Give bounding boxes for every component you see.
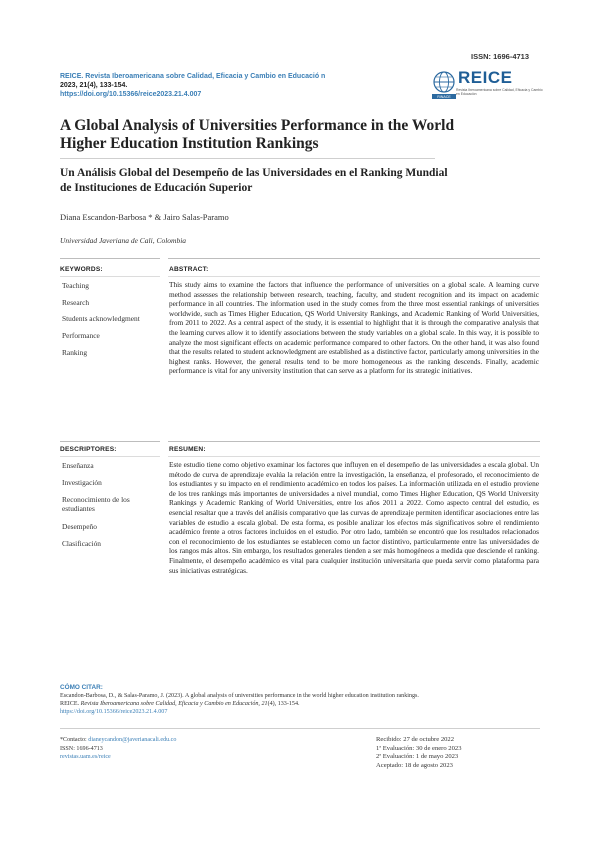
keywords-top-rule [60, 258, 160, 259]
citation-line: Escandon-Barbosa, D., & Salas-Paramo, J. (2023). A global analysis of universities performance in the world higher education institution rankings. [60, 693, 419, 699]
keyword-item: Teaching [62, 281, 89, 290]
contact-line [60, 736, 176, 745]
keyword-item: Performance [62, 331, 100, 341]
date-eval1: 1ª Evaluación: 30 de enero 2023 [376, 744, 462, 752]
footer-issn: ISSN: 1696-4713 [60, 745, 103, 752]
article-title-spanish: Un Análisis Global del Desempeño de las Universidades en el Ranking Mundial de Instituciones de Educación Superior [60, 167, 448, 194]
resumen-heading-rule [168, 456, 540, 457]
keyword-item: Students acknowledgment [62, 314, 140, 324]
website-link[interactable]: revistas.uam.es/reice [60, 754, 111, 761]
abstract-text: This study aims to examine the factors that influence the performance of universities on a global scale. A learning curve method assesses the relationship between research, teaching, faculty, and student recognition and its impact on academic performance in all countries. The information used in the study comes from the three most essential rankings of universities worldwide, such as Times Higher Education, QS World University Rankings, and Academic Ranking of World Universities, from 2011 to 2022. As a central aspect of the study, it is essential to highlight that it is through the comparative analysis that the learning curves allow it to identify associations between the study variables on a global scale. In this way, it is possible to analyze the most significant effects on academic performance compared to other factors. On the other hand, it was also found that the results related to student acknowledgment are established as a distinctive factor, particularly among universities in the highest ranks. However, the general results tend to be more homogeneous as the ranking descends. Finally, academic performance is vital for any university institution that can serve as a platform for its strategic initiatives. [169, 280, 539, 376]
journal-volume: 2023, 21(4), 133-154. [60, 82, 128, 89]
journal-doi-link[interactable]: https://doi.org/10.15366/reice2023.21.4.007 [60, 91, 202, 98]
abstract-heading: ABSTRACT: [169, 266, 209, 273]
citation-block [60, 692, 540, 717]
contact-email-link[interactable]: dianeycandon@javerianacali.edu.co [88, 737, 177, 743]
descriptores-top-rule [60, 441, 160, 442]
descriptor-item: Reconocimiento de los estudiantes [62, 495, 130, 514]
citation-suffix: (4), 133-154. [267, 701, 300, 708]
descriptor-item: Investigación [62, 478, 102, 488]
authors: Diana Escandon-Barbosa * & Jairo Salas-Paramo [60, 212, 229, 222]
keywords-list [62, 281, 162, 364]
abstract-heading-rule [168, 276, 540, 277]
descriptor-item: Desempeño [62, 521, 97, 531]
citation-line [60, 700, 540, 708]
descriptores-heading: DESCRIPTORES: [60, 446, 117, 453]
affiliation: Universidad Javeriana de Cali, Colombia [60, 236, 187, 245]
title-divider [60, 158, 435, 159]
citation-doi-link[interactable]: https://doi.org/10.15366/reice2023.21.4.007 [60, 709, 168, 716]
descriptor-item: Enseñanza [62, 461, 94, 470]
footer-contact [60, 736, 176, 762]
logo-wordmark: REICE [458, 68, 513, 87]
citation-heading: CÓMO CITAR: [60, 684, 103, 691]
journal-info [60, 72, 440, 99]
logo-subtitle: Revista Iberoamericana sobre Calidad, Eficacia y Cambio en Educación [456, 88, 543, 97]
journal-name: REICE. Revista Iberoamericana sobre Calidad, Eficacia y Cambio en Educació n [60, 73, 326, 80]
date-received: Recibido: 27 de octubre 2022 [376, 736, 455, 743]
resumen-heading: RESUMEN: [169, 446, 206, 453]
descriptores-list [62, 461, 162, 556]
citation-journal: Revista Iberoamericana sobre Calidad, Eficacia y Cambio en Educación, 21 [80, 701, 268, 708]
keywords-heading: KEYWORDS: [60, 266, 103, 273]
issn-label: ISSN: 1696-4713 [471, 52, 529, 61]
footer-dates [376, 736, 462, 770]
abstract-top-rule [168, 258, 540, 259]
descriptor-item: Clasificación [62, 538, 101, 548]
keyword-item: Research [62, 297, 90, 307]
article-title-english: A Global Analysis of Universities Performance in the World Higher Education Institution Rankings [60, 117, 455, 152]
keyword-item: Ranking [62, 347, 88, 357]
footer-divider [60, 728, 540, 729]
citation-prefix: REICE. [60, 701, 81, 708]
resumen-top-rule [168, 441, 540, 442]
descriptores-heading-rule [60, 456, 160, 457]
keywords-heading-rule [60, 276, 160, 277]
contact-label: *Contacto: [60, 737, 89, 743]
date-eval2: 2ª Evaluación: 1 de mayo 2023 [376, 753, 459, 761]
logo-band-text: RINACE [437, 95, 451, 99]
resumen-text: Este estudio tiene como objetivo examinar los factores que influyen en el desempeño de las universidades a escala global. Un método de curva de aprendizaje evalúa la relación entre la investigación, la enseñanza, el profesorado, el reconocimiento de los estudiantes y su impacto en el rendimiento académico en todos los países. La información utilizada en el estudio proviene de los tres rankings más importantes de universidades a nivel mundial, como Times Higher Education, QS World University Rankings y Academic Ranking of World Universities, entre los años 2011 a 2022. Como aspecto central del estudio, es esencial resaltar que a través del análisis comparativo que las curvas de aprendizaje permiten identificar asociaciones entre las variables de estudio a escala global. De esta forma, es posible analizar los efectos más significativos sobre el rendimiento académico frente a otros factores incluidos en el estudio. Por otro lado, también se encontró que los resultados relacionados con el reconocimiento de los estudiantes se establecen como un factor distintivo, particularmente entre las universidades de los rangos más altos. Sin embargo, los resultados generales tienden a ser más homogéneos a medida que desciende el ranking. Finalmente, el desempeño académico es vital para cualquier institución universitaria que pueda servir como plataforma para sus iniciativas estratégicas. [169, 460, 539, 575]
date-accepted: Aceptado: 18 de agosto 2023 [376, 761, 453, 769]
